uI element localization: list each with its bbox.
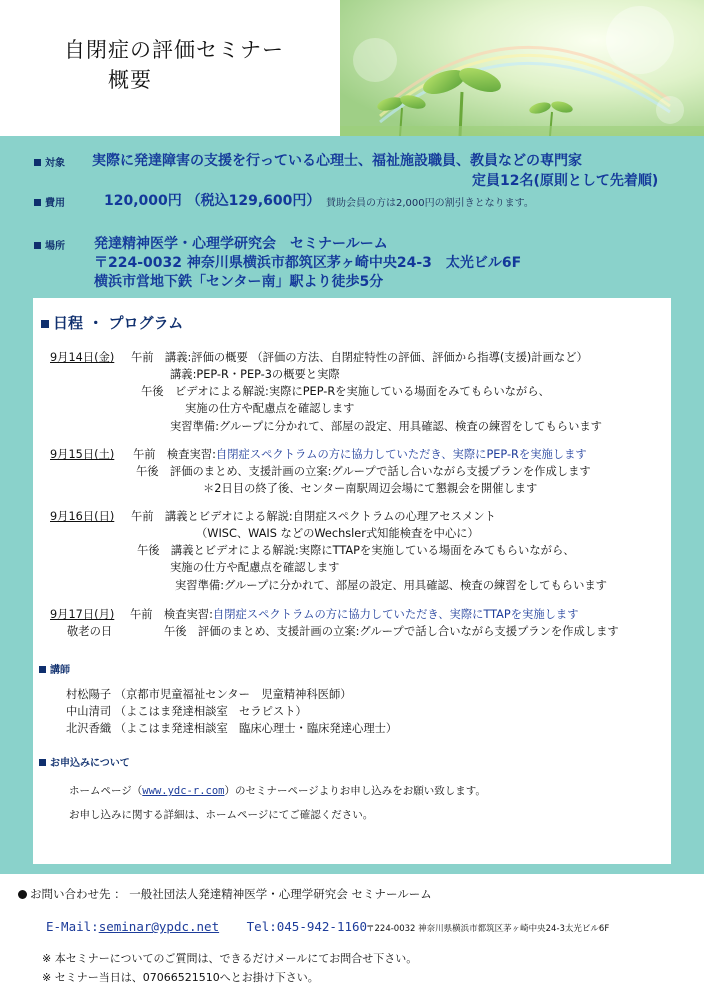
- schedule-title: 日程 ・ プログラム: [41, 312, 183, 333]
- day1-date: 9月14日(金): [50, 351, 115, 364]
- target-label: 対象: [34, 154, 65, 169]
- page-subtitle: 概要: [108, 68, 152, 92]
- apply-line: ホームページ（www.ydc-r.com）のセミナーページよりお申し込みをお願い致します。: [69, 785, 486, 797]
- fee-note: 賛助会員の方は2,000円の割引きとなります。: [326, 198, 534, 209]
- day4-date: 9月17日(月): [50, 608, 115, 621]
- place-label: 場所: [34, 237, 65, 252]
- day3-date: 9月16日(日): [50, 510, 115, 523]
- day2-date: 9月15日(土): [50, 448, 115, 461]
- homepage-link[interactable]: www.ydc-r.com: [142, 785, 225, 797]
- day4-line: 午後 評価のまとめ、支援計画の立案:グループで話し合いながら支援プランを作成します: [164, 625, 619, 638]
- day3-line: 実施の仕方や配慮点を確認します: [170, 561, 340, 574]
- bullet-square-icon: [41, 320, 49, 328]
- fee-value: 120,000円 （税込129,600円）: [104, 193, 321, 209]
- header: [0, 0, 704, 136]
- apply-title: お申込みについて: [39, 754, 130, 769]
- contact-details: E-Mail:seminar@ypdc.net Tel:045-942-1160 〒224-0032 神奈川県横浜市都筑区茅ヶ崎中央24-3太光ビル6F: [46, 919, 610, 934]
- bullet-square-icon: [34, 199, 41, 206]
- day3-line: 実習準備:グループに分かれて、部屋の設定、用具確認、検査の練習をしてもらいます: [175, 579, 607, 592]
- bullet-square-icon: [34, 242, 41, 249]
- footer-address: 〒224-0032 神奈川県横浜市都筑区茅ヶ崎中央24-3太光ビル6F: [366, 924, 610, 934]
- phone-number: Tel:045-942-1160: [246, 919, 368, 934]
- day1-line: 実習準備:グループに分かれて、部屋の設定、用具確認、検査の練習をしてもらいます: [170, 420, 602, 433]
- bullet-square-icon: [34, 159, 41, 166]
- lecturer-item: 中山清司 （よこはま発達相談室 セラピスト）: [66, 705, 307, 718]
- day2-line: 午前 検査実習:自閉症スペクトラムの方に協力していただき、実際にPEP-Rを実施します: [133, 448, 587, 461]
- lecturer-item: 村松陽子 （京都市児童福祉センター 児童精神科医師）: [66, 688, 352, 701]
- day1-line: 講義:PEP-R・PEP-3の概要と実際: [170, 368, 340, 381]
- day1-line: 午前 講義:評価の概要 （評価の方法、自閉症特性の評価、評価から指導(支援)計画など）: [131, 351, 588, 364]
- day1-line: 実施の仕方や配慮点を確認します: [185, 402, 355, 415]
- day1-line: 午後 ビデオによる解説:実際にPEP-Rを実施している場面をみてもらいながら、: [141, 385, 550, 398]
- fee-label: 費用: [34, 194, 65, 209]
- capacity: 定員12名(原則として先着順): [472, 173, 659, 189]
- bullet-square-icon: [39, 759, 46, 766]
- footer-note: ※ 本セミナーについてのご質問は、できるだけメールにてお問合せ下さい。: [42, 952, 418, 965]
- footer: [0, 874, 704, 994]
- email-link[interactable]: seminar@ypdc.net: [98, 919, 220, 934]
- place-access: 横浜市営地下鉄「センター南」駅より徒歩5分: [94, 274, 384, 290]
- day2-line: ＊2日目の終了後、センター南駅周辺会場にて懇親会を開催します: [203, 482, 538, 495]
- lecturers-title: 講師: [39, 661, 70, 676]
- place-address: 〒224-0032 神奈川県横浜市都筑区茅ヶ崎中央24-3 太光ビル6F: [94, 255, 522, 271]
- place-name: 発達精神医学・心理学研究会 セミナールーム: [94, 236, 388, 252]
- apply-line: お申し込みに関する詳細は、ホームページにてご確認ください。: [69, 809, 374, 821]
- overview-section: [0, 136, 704, 296]
- header-photo: [340, 0, 704, 136]
- day3-line: （WISC、WAIS などのWechsler式知能検査を中心に）: [196, 527, 479, 540]
- day3-line: 午後 講義とビデオによる解説:実際にTTAPを実施している場面をみてもらいながら、: [137, 544, 575, 557]
- content-band: [0, 136, 704, 874]
- page-title: 自閉症の評価セミナー: [64, 38, 284, 62]
- lecturer-item: 北沢香織 （よこはま発達相談室 臨床心理士・臨床発達心理士）: [66, 722, 398, 735]
- day4-holiday: 敬老の日: [67, 625, 113, 638]
- footer-note: ※ セミナー当日は、07066521510へとお掛け下さい。: [42, 971, 319, 984]
- day4-line: 午前 検査実習:自閉症スペクトラムの方に協力していただき、実際にTTAPを実施します: [130, 608, 579, 621]
- schedule-card: [33, 298, 671, 864]
- contact-line: お問い合わせ先 ： 一般社団法人発達精神医学・心理学研究会 セミナールーム: [18, 886, 432, 902]
- bullet-dot-icon: [18, 890, 27, 899]
- day3-line: 午前 講義とビデオによる解説:自閉症スペクトラムの心理アセスメント: [131, 510, 496, 523]
- bullet-square-icon: [39, 666, 46, 673]
- target-value: 実際に発達障害の支援を行っている心理士、福祉施設職員、教員などの専門家: [92, 153, 582, 169]
- day2-line: 午後 評価のまとめ、支援計画の立案:グループで話し合いながら支援プランを作成します: [136, 465, 591, 478]
